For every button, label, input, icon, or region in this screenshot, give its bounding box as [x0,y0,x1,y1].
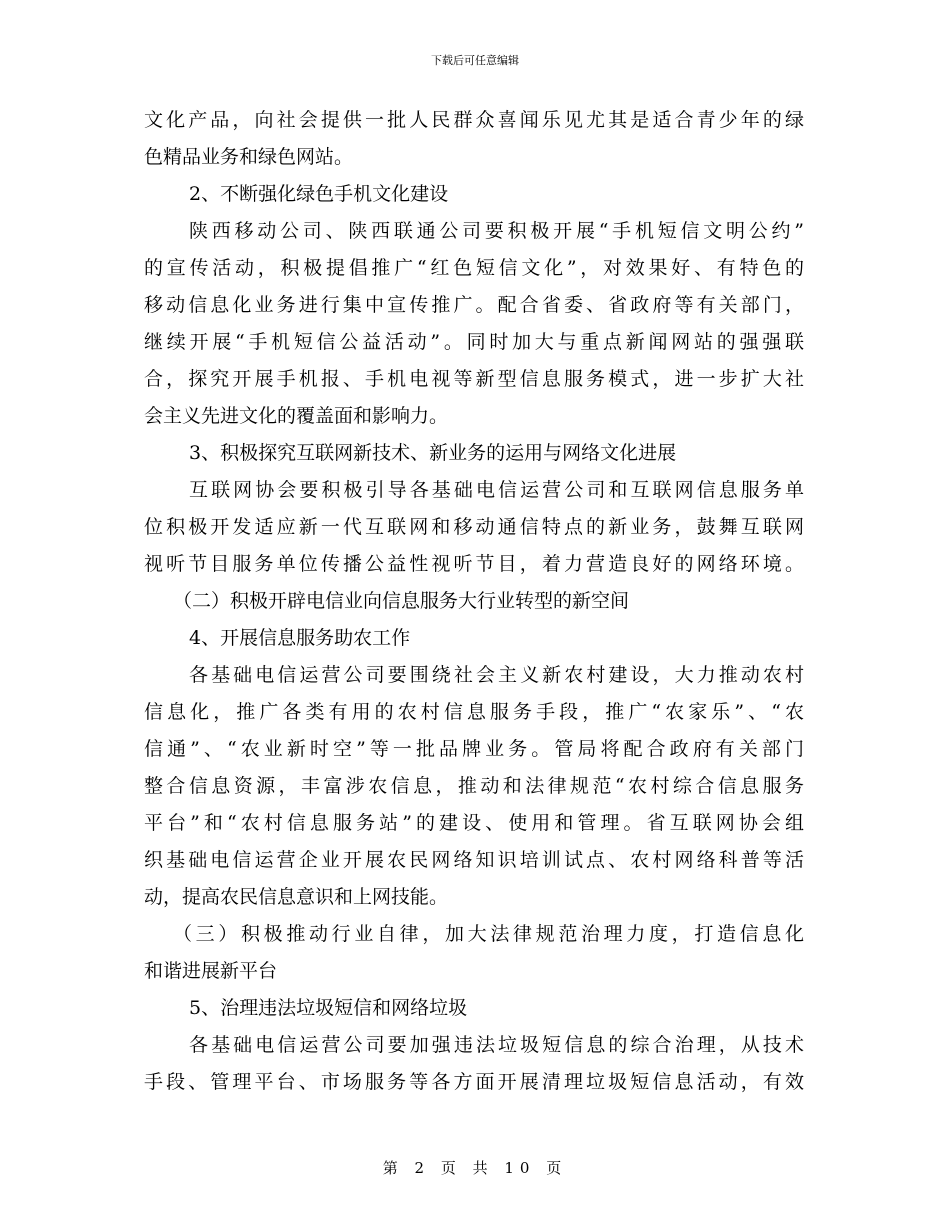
text-line: 5、治理违法垃圾短信和网络垃圾 [189,997,468,1019]
text-line: 移动信息化业务进行集中宣传推广。配合省委、省政府等有关部门， [144,294,804,316]
text-line: （二）积极开辟电信业向信息服务大行业转型的新空间 [173,590,630,612]
text-line: 4、开展信息服务助农工作 [189,627,411,649]
text-line: 信息化，推广各类有用的农村信息服务手段，推广“农家乐”、“农 [144,701,804,723]
page-header: 下载后可任意编辑 [431,54,519,67]
text-line: 的宣传活动，积极提倡推广“红色短信文化”，对效果好、有特色的 [144,257,804,279]
text-line: （三）积极推动行业自律，加大法律规范治理力度，打造信息化 [173,923,804,945]
text-line: 各基础电信运营公司要加强违法垃圾短信息的综合治理，从技术 [189,1034,804,1056]
text-line: 手段、管理平台、市场服务等各方面开展清理垃圾短信息活动，有效 [144,1071,804,1093]
text-line: 视听节目服务单位传播公益性视听节目，着力营造良好的网络环境。 [144,553,804,575]
text-line: 互联网协会要积极引导各基础电信运营公司和互联网信息服务单 [189,479,804,501]
text-line: 合，探究开展手机报、手机电视等新型信息服务模式，进一步扩大社 [144,368,804,390]
text-line: 陕西移动公司、陕西联通公司要积极开展“手机短信文明公约” [189,220,804,242]
text-line: 动，提高农民信息意识和上网技能。 [144,886,449,908]
text-line: 平台”和“农村信息服务站”的建设、使用和管理。省互联网协会组 [144,812,804,834]
text-line: 位积极开发适应新一代互联网和移动通信特点的新业务，鼓舞互联网 [144,516,804,538]
text-line: 各基础电信运营公司要围绕社会主义新农村建设，大力推动农村 [189,664,804,686]
text-line: 整合信息资源，丰富涉农信息，推动和法律规范“农村综合信息服务 [144,775,804,797]
page-footer: 第 2 页 共 10 页 [382,1159,568,1177]
text-line: 织基础电信运营企业开展农民网络知识培训试点、农村网络科普等活 [144,849,804,871]
text-line: 和谐进展新平台 [144,960,278,982]
text-line: 信通”、“农业新时空”等一批品牌业务。管局将配合政府有关部门 [144,738,804,760]
text-line: 继续开展“手机短信公益活动”。同时加大与重点新闻网站的强强联 [144,331,804,353]
text-line: 3、积极探究互联网新技术、新业务的运用与网络文化进展 [189,442,677,464]
text-line: 会主义先进文化的覆盖面和影响力。 [144,405,449,427]
text-line: 2、不断强化绿色手机文化建设 [189,183,449,205]
document-body [144,102,804,1101]
text-line: 色精品业务和绿色网站。 [144,146,354,168]
text-line: 文化产品，向社会提供一批人民群众喜闻乐见尤其是适合青少年的绿 [144,109,804,131]
